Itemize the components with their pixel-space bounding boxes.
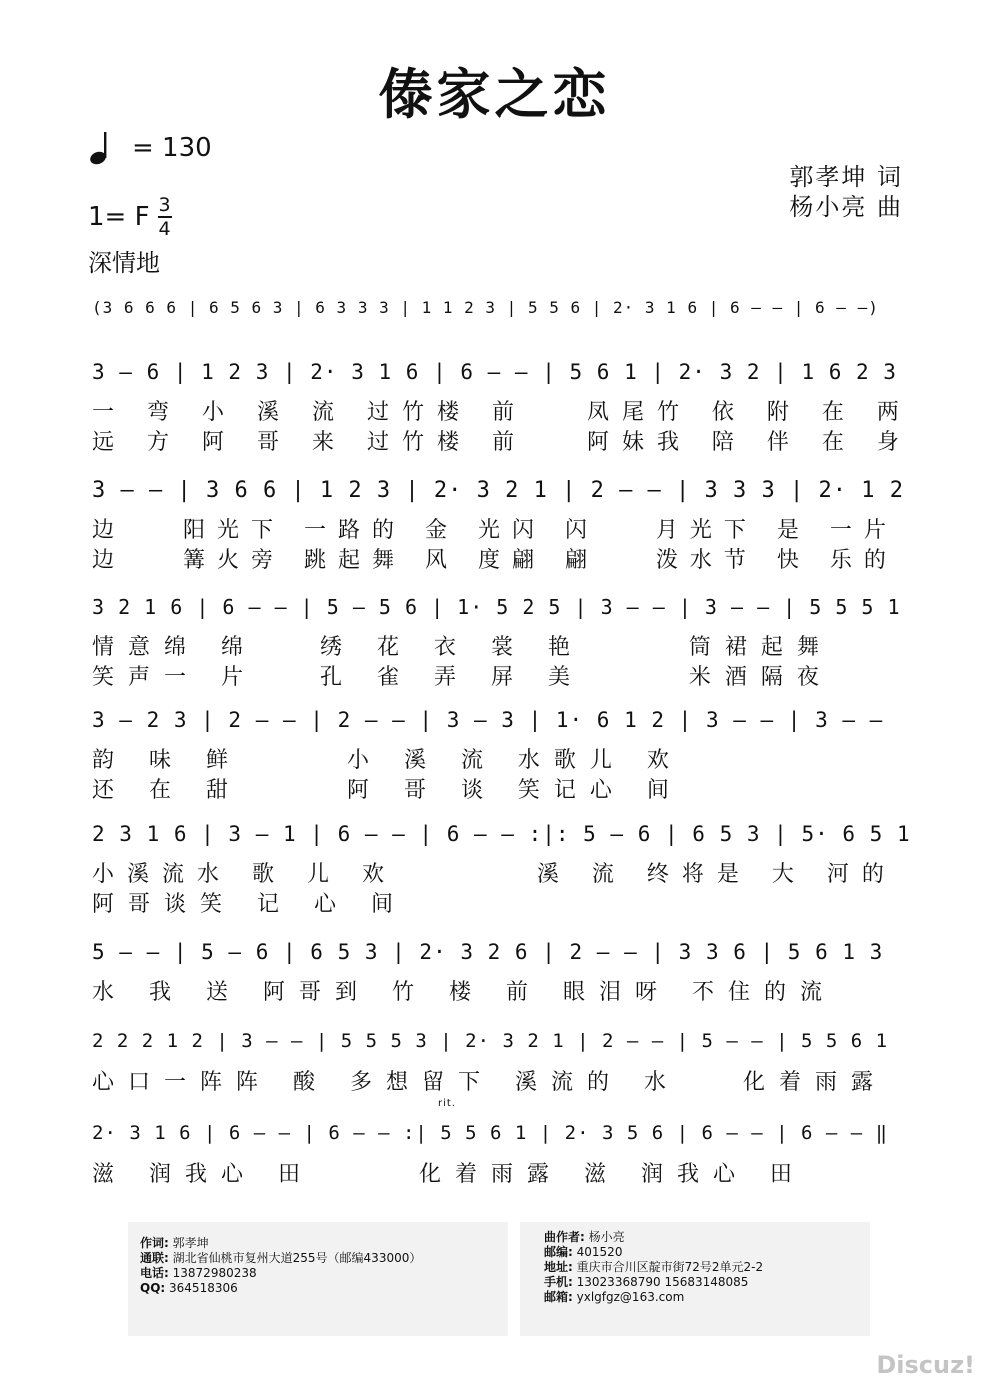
footer-row: 手机: 13023368790 15683148085	[544, 1275, 749, 1289]
time-signature-top: 3	[158, 194, 171, 216]
footer-row: 曲作者: 杨小亮	[544, 1230, 625, 1244]
notation-text: 3 — 2 3 | 2 — — | 2 — — | 3 — 3 | 1· 6 1 2 | 3 — — | 3 — —	[92, 708, 884, 732]
lyric-line: 还 在 甜 阿 哥 谈 笑记心 间	[92, 778, 683, 803]
score-system	[92, 822, 912, 920]
notation-text: (3 6 6 6 | 6 5 6 3 | 6 3 3 3 | 1 1 2 3 | 5 5 6 | 2· 3 1 6 | 6 — — | 6 — —)	[92, 298, 879, 317]
score-system	[92, 940, 912, 1008]
notation-text: 2 3 1 6 | 3 — 1 | 6 — — | 6 — — :|: 5 — 6 | 6 5 3 | 5· 6 5 1	[92, 822, 911, 846]
notation-line	[92, 940, 912, 978]
lyric-line: 心口一阵阵 酸 多想留下 溪流的 水 化着雨露	[92, 1070, 887, 1095]
composer-credit: 杨小亮 曲	[789, 193, 903, 221]
score-system	[92, 478, 912, 576]
lyric-line: 笑声一 片 孔 雀 弄 屏 美 米酒隔夜	[92, 665, 833, 690]
watermark: Discuz!	[876, 1351, 975, 1379]
key-label: 1= F	[88, 202, 150, 232]
footer-row: 作词: 郭孝坤	[140, 1236, 209, 1250]
notation-text: 2 2 2 1 2 | 3 — — | 5 5 5 3 | 2· 3 2 1 | 2 — — | 5 — — | 5 5 6 1	[92, 1030, 889, 1052]
notation-line	[92, 478, 912, 516]
notation-line	[92, 1030, 912, 1068]
score-system	[92, 298, 912, 336]
tempo-marking	[88, 130, 212, 166]
footer-lyricist-info	[128, 1222, 508, 1336]
rit-marking: rit.	[438, 1098, 456, 1109]
quarter-note-icon	[88, 130, 118, 166]
notation-line	[92, 822, 912, 860]
lyricist-credit: 郭孝坤 词	[789, 163, 903, 191]
lyric-line: 阿哥谈笑 记 心 间	[92, 892, 407, 917]
time-signature-bottom: 4	[158, 218, 171, 240]
score-system	[92, 708, 912, 806]
lyric-line: 韵 味 鲜 小 溪 流 水歌儿 欢	[92, 748, 683, 773]
key-signature	[88, 196, 172, 238]
notation-line	[92, 708, 912, 746]
song-title: 傣家之恋	[378, 63, 611, 126]
score-system	[92, 595, 912, 693]
notation-line	[92, 298, 912, 336]
tempo-value: = 130	[132, 133, 212, 163]
footer-row: QQ: 364518306	[140, 1281, 238, 1295]
footer-row: 邮编: 401520	[544, 1245, 623, 1259]
footer-row: 电话: 13872980238	[140, 1266, 257, 1280]
notation-text: 3 2 1 6 | 6 — — | 5 — 5 6 | 1· 5 2 5 | 3 — — | 3 — — | 5 5 5 1	[92, 595, 901, 619]
score-system	[92, 1030, 912, 1098]
notation-text: 5 — — | 5 — 6 | 6 5 3 | 2· 3 2 6 | 2 — — | 3 3 6 | 5 6 1 3	[92, 940, 884, 964]
lyric-line: 小溪流水 歌 儿 欢 溪 流 终将是 大 河的	[92, 862, 897, 887]
lyric-line: 水 我 送 阿哥到 竹 楼 前 眼泪呀 不住的流	[92, 980, 836, 1005]
lyric-line: 滋 润我心 田 化着雨露 滋 润我心 田	[92, 1162, 806, 1187]
notation-text: 3 — 6 | 1 2 3 | 2· 3 1 6 | 6 — — | 5 6 1 | 2· 3 2 | 1 6 2 3	[92, 360, 897, 384]
lyric-line: 边 篝火旁 跳起舞 风 度翩 翩 泼水节 快 乐的	[92, 548, 898, 573]
score-system	[92, 1122, 912, 1190]
lyric-line: 情意绵 绵 绣 花 衣 裳 艳 筒裙起舞	[92, 635, 833, 660]
lyric-line: 远 方 阿 哥 来 过竹楼 前 阿妹我 陪 伴 在 身	[92, 430, 912, 455]
expression-marking: 深情地	[88, 249, 160, 277]
score-system	[92, 360, 912, 458]
notation-text: 2· 3 1 6 | 6 — — | 6 — — :| 5 5 6 1 | 2· 3 5 6 | 6 — — | 6 — — ‖	[92, 1122, 889, 1144]
lyric-line: 边 阳光下 一路的 金 光闪 闪 月光下 是 一片	[92, 518, 898, 543]
footer-row: 通联: 湖北省仙桃市复州大道255号（邮编433000）	[140, 1251, 422, 1265]
footer-row: 邮箱: yxlgfgz@163.com	[544, 1290, 685, 1304]
credits	[789, 162, 903, 222]
footer-composer-info	[520, 1222, 870, 1336]
notation-text: 3 — — | 3 6 6 | 1 2 3 | 2· 3 2 1 | 2 — — | 3 3 3 | 2· 1 2	[92, 478, 904, 503]
footer-row: 地址: 重庆市合川区靛市街72号2单元2-2	[544, 1260, 764, 1274]
notation-line	[92, 360, 912, 398]
lyric-line: 一 弯 小 溪 流 过竹楼 前 凤尾竹 依 附 在 两	[92, 400, 912, 425]
time-signature	[158, 196, 172, 238]
notation-line	[92, 1122, 912, 1160]
notation-line	[92, 595, 912, 633]
